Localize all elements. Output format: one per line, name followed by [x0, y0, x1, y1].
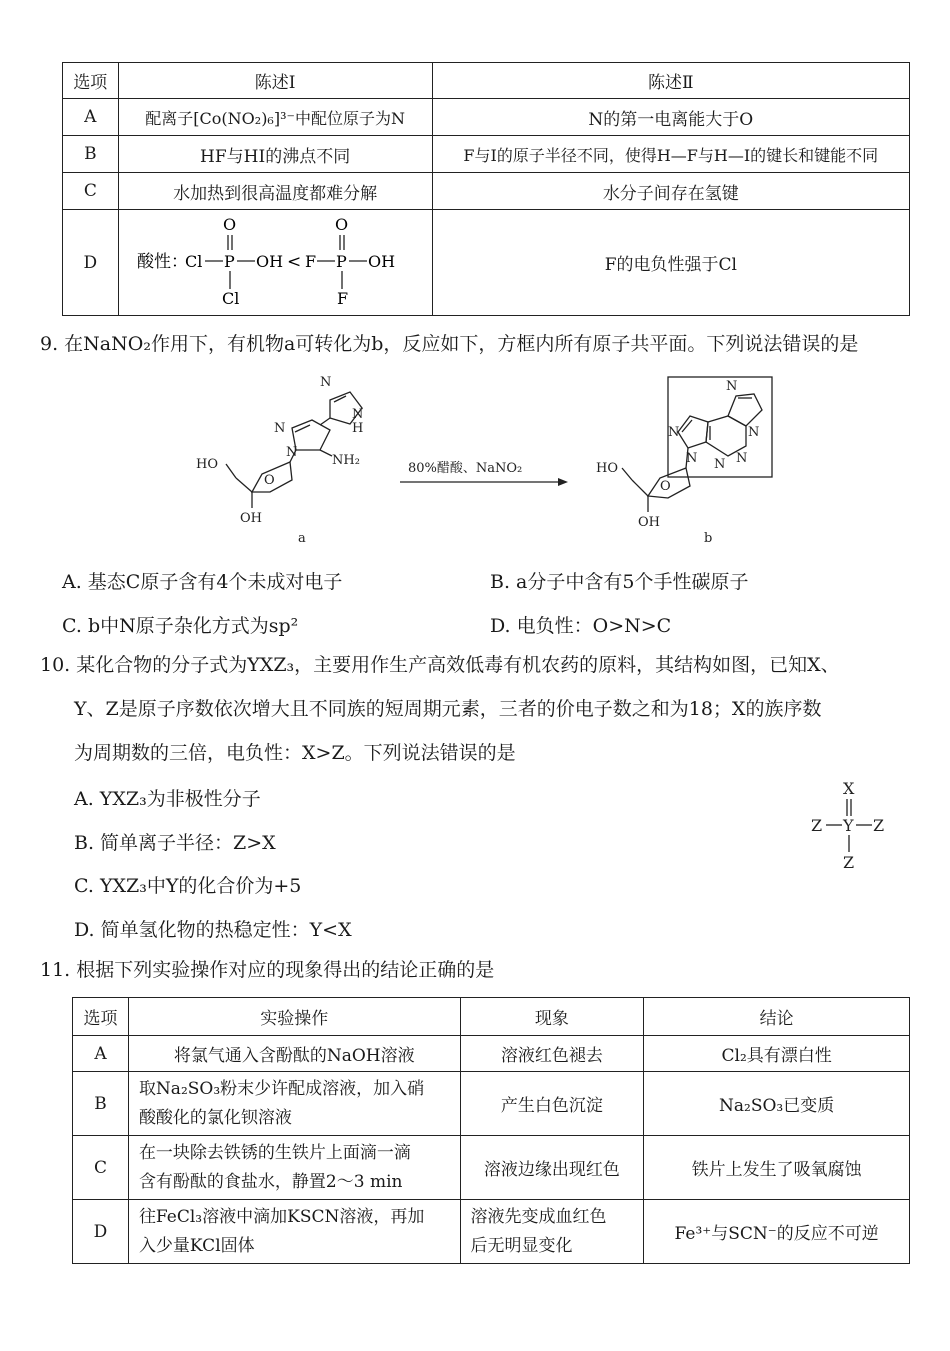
- row-phenomenon: 产生白色沉淀: [460, 1072, 644, 1136]
- acid-left-cl: Cl: [185, 252, 203, 271]
- reagent-label: 80%醋酸、NaNO₂: [408, 461, 523, 476]
- label-a: a: [298, 531, 306, 546]
- row-operation-line: 取Na₂SO₃粉末少许配成溶液，加入硝: [138, 1078, 425, 1099]
- atom-z: Z: [843, 853, 855, 872]
- row-conclusion: Na₂SO₃已变质: [644, 1072, 910, 1136]
- q10-structure: [806, 778, 896, 874]
- row-statement-2: 水分子间存在氢键: [432, 173, 909, 210]
- header-statement-2: 陈述Ⅱ: [432, 63, 909, 99]
- q9-option-d: D. 电负性：O>N>C: [490, 615, 672, 637]
- atom-x: X: [843, 779, 855, 798]
- atom-n: N: [274, 421, 286, 436]
- row-statement-1: 水加热到很高温度都难分解: [118, 173, 432, 210]
- atom-oh: OH: [240, 511, 262, 526]
- acid-structure-cell: [118, 210, 432, 316]
- q10-option-c: C. YXZ₃中Y的化合价为+5: [74, 875, 302, 897]
- atom-nh2: NH₂: [332, 453, 360, 468]
- row-operation: [128, 1072, 460, 1136]
- row-statement-1: HF与HI的沸点不同: [118, 136, 432, 173]
- row-statement-1: 配离子[Co(NO₂)₆]³⁻中配位原子为N: [118, 99, 432, 136]
- table-row: [63, 136, 910, 173]
- atom-ho: HO: [196, 457, 218, 472]
- row-operation: [128, 1136, 460, 1200]
- table-header-row: [63, 63, 910, 99]
- row-operation-line: 往FeCl₃溶液中滴加KSCN溶液，再加: [138, 1206, 425, 1227]
- q10-option-b: B. 简单离子半径：Z>X: [74, 832, 276, 854]
- header-phenomenon: 现象: [460, 998, 644, 1036]
- q10-option-d: D. 简单氢化物的热稳定性：Y<X: [74, 919, 352, 941]
- q11-stem: 11. 根据下列实验操作对应的现象得出的结论正确的是: [40, 959, 495, 981]
- atom-h: H: [352, 421, 364, 436]
- atom-oh: OH: [638, 515, 660, 530]
- header-statement-1: 陈述Ⅰ: [118, 63, 432, 99]
- acid-right-oh: OH: [368, 252, 396, 271]
- row-option: A: [63, 99, 119, 136]
- table-row: [63, 173, 910, 210]
- row-option: B: [63, 136, 119, 173]
- row-statement-2: F的电负性强于Cl: [432, 210, 909, 316]
- row-statement-2: F与I的原子半径不同，使得H—F与H—I的键长和键能不同: [432, 136, 909, 173]
- q10-option-a: A. YXZ₃为非极性分子: [74, 788, 261, 810]
- atom-n: N: [686, 451, 698, 466]
- acid-less-than: <: [287, 252, 302, 272]
- row-phenomenon: [460, 1200, 644, 1264]
- q9-option-c: C. b中N原子杂化方式为sp²: [62, 615, 299, 637]
- table-row: [73, 1200, 910, 1264]
- table-row: [63, 210, 910, 316]
- table-row: [73, 1136, 910, 1200]
- row-operation-line: 含有酚酞的食盐水，静置2～3 min: [138, 1171, 403, 1192]
- molecule-b-labels: [596, 379, 759, 546]
- header-option: 选项: [63, 63, 119, 99]
- acid-prefix: 酸性：: [137, 252, 189, 272]
- atom-z: Z: [811, 816, 823, 835]
- atom-n: N: [320, 375, 332, 390]
- atom-o: O: [264, 473, 275, 488]
- row-conclusion: Cl₂具有漂白性: [644, 1036, 910, 1072]
- atom-y: Y: [843, 816, 854, 835]
- header-conclusion: 结论: [644, 998, 910, 1036]
- row-conclusion: 铁片上发生了吸氧腐蚀: [644, 1136, 910, 1200]
- acid-left-p: P: [224, 252, 235, 271]
- row-option: C: [73, 1136, 129, 1200]
- header-option: 选项: [73, 998, 129, 1036]
- atom-n: N: [352, 407, 364, 422]
- row-conclusion: Fe³⁺与SCN⁻的反应不可逆: [644, 1200, 910, 1264]
- row-phenomenon-line: 后无明显变化: [470, 1235, 573, 1256]
- row-option: A: [73, 1036, 129, 1072]
- row-option: D: [63, 210, 119, 316]
- row-phenomenon: 溶液红色褪去: [460, 1036, 644, 1072]
- q10-stem-line2: Y、Z是原子序数依次增大且不同族的短周期元素，三者的价电子数之和为18；X的族序数: [74, 698, 822, 720]
- acid-right-sub: F: [337, 289, 349, 308]
- molecule-a-labels: [196, 375, 363, 546]
- q9-stem: 9. 在NaNO₂作用下，有机物a可转化为b，反应如下，方框内所有原子共平面。下列说法错误的是: [40, 333, 859, 355]
- row-phenomenon: 溶液边缘出现红色: [460, 1136, 644, 1200]
- row-phenomenon-line: 溶液先变成血红色: [470, 1206, 607, 1227]
- q9-reaction-scheme: [180, 370, 800, 555]
- table-row: [73, 1072, 910, 1136]
- acid-right-p: P: [336, 252, 347, 271]
- atom-ho: HO: [596, 461, 618, 476]
- row-operation-line: 入少量KCl固体: [138, 1235, 255, 1256]
- q10-stem-line3: 为周期数的三倍，电负性：X>Z。下列说法错误的是: [74, 742, 516, 764]
- row-option: D: [73, 1200, 129, 1264]
- atom-n: N: [726, 379, 738, 394]
- atom-n: N: [286, 445, 298, 460]
- acid-right-o: O: [335, 215, 349, 234]
- atom-n: N: [748, 425, 760, 440]
- label-b: b: [704, 531, 713, 546]
- row-operation-line: 酸酸化的氯化钡溶液: [138, 1107, 292, 1128]
- row-option: C: [63, 173, 119, 210]
- row-statement-2: N的第一电离能大于O: [432, 99, 909, 136]
- arrow-head: [558, 478, 568, 486]
- acid-right-f: F: [305, 252, 317, 271]
- header-operation: 实验操作: [128, 998, 460, 1036]
- table-header-row: [73, 998, 910, 1036]
- atom-n: N: [714, 457, 726, 472]
- row-operation-line: 在一块除去铁锈的生铁片上面滴一滴: [138, 1142, 411, 1163]
- acid-left-o: O: [223, 215, 237, 234]
- atom-z: Z: [873, 816, 885, 835]
- table-row: [73, 1036, 910, 1072]
- row-operation: 将氯气通入含酚酞的NaOH溶液: [128, 1036, 460, 1072]
- q8-table: [62, 62, 910, 316]
- table-row: [63, 99, 910, 136]
- q10-stem-line1: 10. 某化合物的分子式为YXZ₃，主要用作生产高效低毒有机农药的原料，其结构如图，已知X、: [40, 654, 840, 676]
- atom-o: O: [660, 479, 671, 494]
- atom-n: N: [668, 425, 680, 440]
- acid-left-sub: Cl: [222, 289, 240, 308]
- row-operation: [128, 1200, 460, 1264]
- row-option: B: [73, 1072, 129, 1136]
- q9-option-b: B. a分子中含有5个手性碳原子: [490, 571, 749, 593]
- atom-n: N: [736, 451, 748, 466]
- acid-left-oh: OH: [256, 252, 284, 271]
- acid-structures: [119, 210, 431, 310]
- q9-option-a: A. 基态C原子含有4个未成对电子: [62, 571, 343, 593]
- q11-table: [72, 997, 910, 1264]
